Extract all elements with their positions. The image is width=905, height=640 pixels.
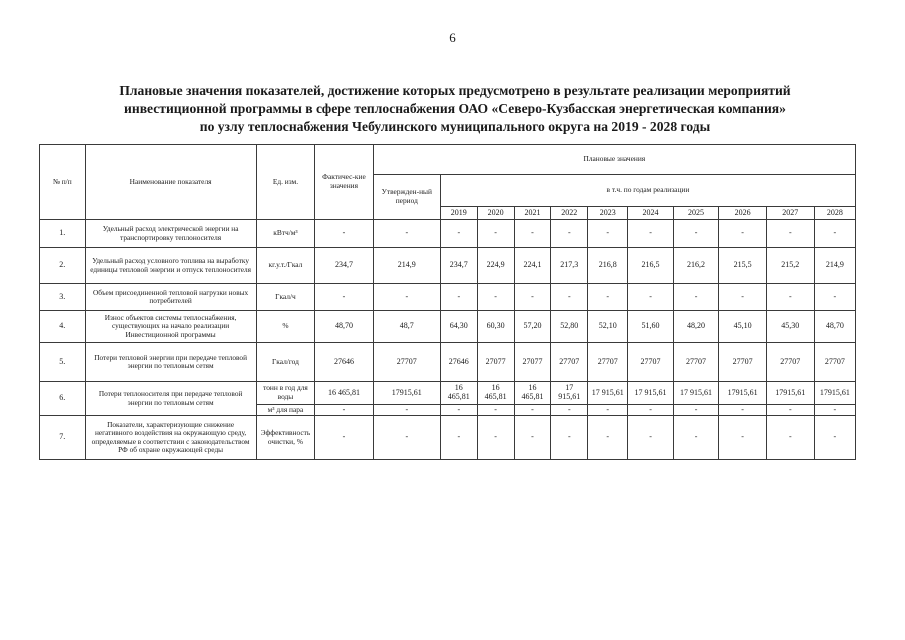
header-approved: Утвержден-ный период bbox=[373, 175, 440, 220]
year-value: - bbox=[719, 416, 767, 460]
approved-value: - bbox=[373, 416, 440, 460]
year-value: - bbox=[514, 220, 551, 248]
year-value: - bbox=[477, 284, 514, 311]
year-value: 51,60 bbox=[628, 311, 674, 343]
table-row bbox=[40, 416, 856, 460]
year-value: 57,20 bbox=[514, 311, 551, 343]
year-value: 17915,61 bbox=[719, 382, 767, 405]
year-value: 17 915,61 bbox=[628, 382, 674, 405]
year-header: 2025 bbox=[673, 207, 719, 220]
year-value: - bbox=[588, 284, 628, 311]
year-value: - bbox=[440, 220, 477, 248]
approved-value: 214,9 bbox=[373, 248, 440, 284]
year-value: - bbox=[673, 284, 719, 311]
year-value: 45,10 bbox=[719, 311, 767, 343]
year-value: - bbox=[551, 405, 588, 416]
year-value: 17915,61 bbox=[814, 382, 855, 405]
unit-cell: Эффективность очистки, % bbox=[256, 416, 315, 460]
header-num: № п/п bbox=[40, 145, 86, 220]
approved-value: - bbox=[373, 405, 440, 416]
indicators-table bbox=[39, 144, 856, 460]
row-number: 3. bbox=[40, 284, 86, 311]
year-header: 2027 bbox=[766, 207, 814, 220]
year-value: 48,20 bbox=[673, 311, 719, 343]
year-value: 17 915,61 bbox=[588, 382, 628, 405]
year-value: 16 465,81 bbox=[440, 382, 477, 405]
year-value: - bbox=[719, 220, 767, 248]
row-number: 4. bbox=[40, 311, 86, 343]
unit-cell: тонн в год для воды bbox=[256, 382, 315, 405]
indicator-name: Показатели, характеризующие снижение негативного воздействия на окружающую среду, определяемые в соответствии с законодательством РФ об охране окружающей среды bbox=[85, 416, 256, 460]
indicator-name: Удельный расход электрической энергии на транспортировку теплоносителя bbox=[85, 220, 256, 248]
year-value: - bbox=[814, 220, 855, 248]
table-row bbox=[40, 311, 856, 343]
year-value: 45,30 bbox=[766, 311, 814, 343]
row-number: 5. bbox=[40, 343, 86, 382]
year-value: 224,1 bbox=[514, 248, 551, 284]
year-value: 27707 bbox=[814, 343, 855, 382]
unit-cell: Гкал/ч bbox=[256, 284, 315, 311]
year-value: 27707 bbox=[551, 343, 588, 382]
table-row bbox=[40, 382, 856, 405]
year-value: - bbox=[673, 405, 719, 416]
year-value: - bbox=[628, 416, 674, 460]
title-line-2: инвестиционной программы в сфере теплоснабжения ОАО «Северо-Кузбасская энергетическая компания» bbox=[124, 101, 786, 116]
year-value: - bbox=[673, 220, 719, 248]
actual-value: 16 465,81 bbox=[315, 382, 374, 405]
year-value: - bbox=[766, 220, 814, 248]
year-value: 16 465,81 bbox=[514, 382, 551, 405]
year-value: 27707 bbox=[719, 343, 767, 382]
page-number: 6 bbox=[449, 30, 456, 45]
year-value: - bbox=[628, 220, 674, 248]
title-line-3: по узлу теплоснабжения Чебулинского муниципального округа на 2019 - 2028 годы bbox=[199, 119, 711, 134]
year-value: 217,3 bbox=[551, 248, 588, 284]
year-value: - bbox=[514, 284, 551, 311]
actual-value: - bbox=[315, 220, 374, 248]
year-value: - bbox=[766, 405, 814, 416]
year-value: - bbox=[514, 416, 551, 460]
header-unit: Ед. изм. bbox=[256, 145, 315, 220]
year-header: 2020 bbox=[477, 207, 514, 220]
year-value: - bbox=[766, 284, 814, 311]
year-header: 2028 bbox=[814, 207, 855, 220]
row-number: 1. bbox=[40, 220, 86, 248]
year-header: 2022 bbox=[551, 207, 588, 220]
approved-value: 27707 bbox=[373, 343, 440, 382]
header-name: Наименование показателя bbox=[85, 145, 256, 220]
year-value: - bbox=[440, 405, 477, 416]
year-value: 17 915,61 bbox=[673, 382, 719, 405]
approved-value: 48,7 bbox=[373, 311, 440, 343]
year-header: 2024 bbox=[628, 207, 674, 220]
approved-value: 17915,61 bbox=[373, 382, 440, 405]
title-line-1: Плановые значения показателей, достижение которых предусмотрено в результате реализации мероприятий bbox=[119, 83, 791, 98]
year-value: - bbox=[551, 416, 588, 460]
indicator-name: Объем присоединенной тепловой нагрузки новых потребителей bbox=[85, 284, 256, 311]
table-row bbox=[40, 284, 856, 311]
unit-cell: кг.у.т./Гкал bbox=[256, 248, 315, 284]
unit-cell: кВтч/м³ bbox=[256, 220, 315, 248]
year-value: - bbox=[551, 220, 588, 248]
year-value: - bbox=[719, 405, 767, 416]
year-value: 27077 bbox=[514, 343, 551, 382]
year-value: - bbox=[588, 416, 628, 460]
year-value: 215,2 bbox=[766, 248, 814, 284]
year-value: - bbox=[814, 284, 855, 311]
year-value: 224,9 bbox=[477, 248, 514, 284]
year-value: 48,70 bbox=[814, 311, 855, 343]
year-value: - bbox=[551, 284, 588, 311]
year-value: 52,80 bbox=[551, 311, 588, 343]
year-value: 216,5 bbox=[628, 248, 674, 284]
indicator-name: Удельный расход условного топлива на выработку единицы тепловой энергии и отпуск теплоносителя bbox=[85, 248, 256, 284]
year-value: - bbox=[477, 416, 514, 460]
year-value: 60,30 bbox=[477, 311, 514, 343]
header-planned: Плановые значения bbox=[373, 145, 855, 175]
year-value: - bbox=[588, 405, 628, 416]
row-number: 6. bbox=[40, 382, 86, 416]
row-number: 7. bbox=[40, 416, 86, 460]
year-value: - bbox=[588, 220, 628, 248]
unit-cell: % bbox=[256, 311, 315, 343]
actual-value: - bbox=[315, 416, 374, 460]
year-value: - bbox=[814, 405, 855, 416]
table-row bbox=[40, 220, 856, 248]
year-value: 216,2 bbox=[673, 248, 719, 284]
indicator-name: Износ объектов системы теплоснабжения, существующих на начало реализации Инвестиционной программы bbox=[85, 311, 256, 343]
year-header: 2019 bbox=[440, 207, 477, 220]
year-value: 234,7 bbox=[440, 248, 477, 284]
header-actual: Фактичес-кие значения bbox=[315, 145, 374, 220]
actual-value: 48,70 bbox=[315, 311, 374, 343]
year-header: 2023 bbox=[588, 207, 628, 220]
year-value: 64,30 bbox=[440, 311, 477, 343]
year-value: - bbox=[477, 405, 514, 416]
actual-value: - bbox=[315, 284, 374, 311]
table-row bbox=[40, 248, 856, 284]
year-value: 27646 bbox=[440, 343, 477, 382]
year-value: - bbox=[673, 416, 719, 460]
approved-value: - bbox=[373, 284, 440, 311]
approved-value: - bbox=[373, 220, 440, 248]
year-value: 27707 bbox=[628, 343, 674, 382]
actual-value: 27646 bbox=[315, 343, 374, 382]
unit-cell: Гкал/год bbox=[256, 343, 315, 382]
year-header: 2021 bbox=[514, 207, 551, 220]
year-value: 27707 bbox=[588, 343, 628, 382]
actual-value: 234,7 bbox=[315, 248, 374, 284]
year-value: 215,5 bbox=[719, 248, 767, 284]
year-value: 216,8 bbox=[588, 248, 628, 284]
year-value: - bbox=[719, 284, 767, 311]
year-value: - bbox=[440, 416, 477, 460]
year-value: 27077 bbox=[477, 343, 514, 382]
document-title bbox=[60, 82, 850, 136]
year-value: - bbox=[628, 284, 674, 311]
year-value: 214,9 bbox=[814, 248, 855, 284]
year-value: 27707 bbox=[673, 343, 719, 382]
year-value: - bbox=[514, 405, 551, 416]
header-by-year: в т.ч. по годам реализации bbox=[440, 175, 855, 207]
actual-value: - bbox=[315, 405, 374, 416]
row-number: 2. bbox=[40, 248, 86, 284]
year-value: 52,10 bbox=[588, 311, 628, 343]
unit-cell: м³ для пара bbox=[256, 405, 315, 416]
year-value: 17915,61 bbox=[766, 382, 814, 405]
year-value: - bbox=[440, 284, 477, 311]
year-value: - bbox=[477, 220, 514, 248]
year-value: 17 915,61 bbox=[551, 382, 588, 405]
year-header: 2026 bbox=[719, 207, 767, 220]
indicator-name: Потери тепловой энергии при передаче тепловой энергии по тепловым сетям bbox=[85, 343, 256, 382]
year-value: - bbox=[814, 416, 855, 460]
year-value: 16 465,81 bbox=[477, 382, 514, 405]
year-value: - bbox=[628, 405, 674, 416]
indicator-name: Потери теплоносителя при передаче тепловой энергии по тепловым сетям bbox=[85, 382, 256, 416]
table-row bbox=[40, 343, 856, 382]
year-value: 27707 bbox=[766, 343, 814, 382]
year-value: - bbox=[766, 416, 814, 460]
